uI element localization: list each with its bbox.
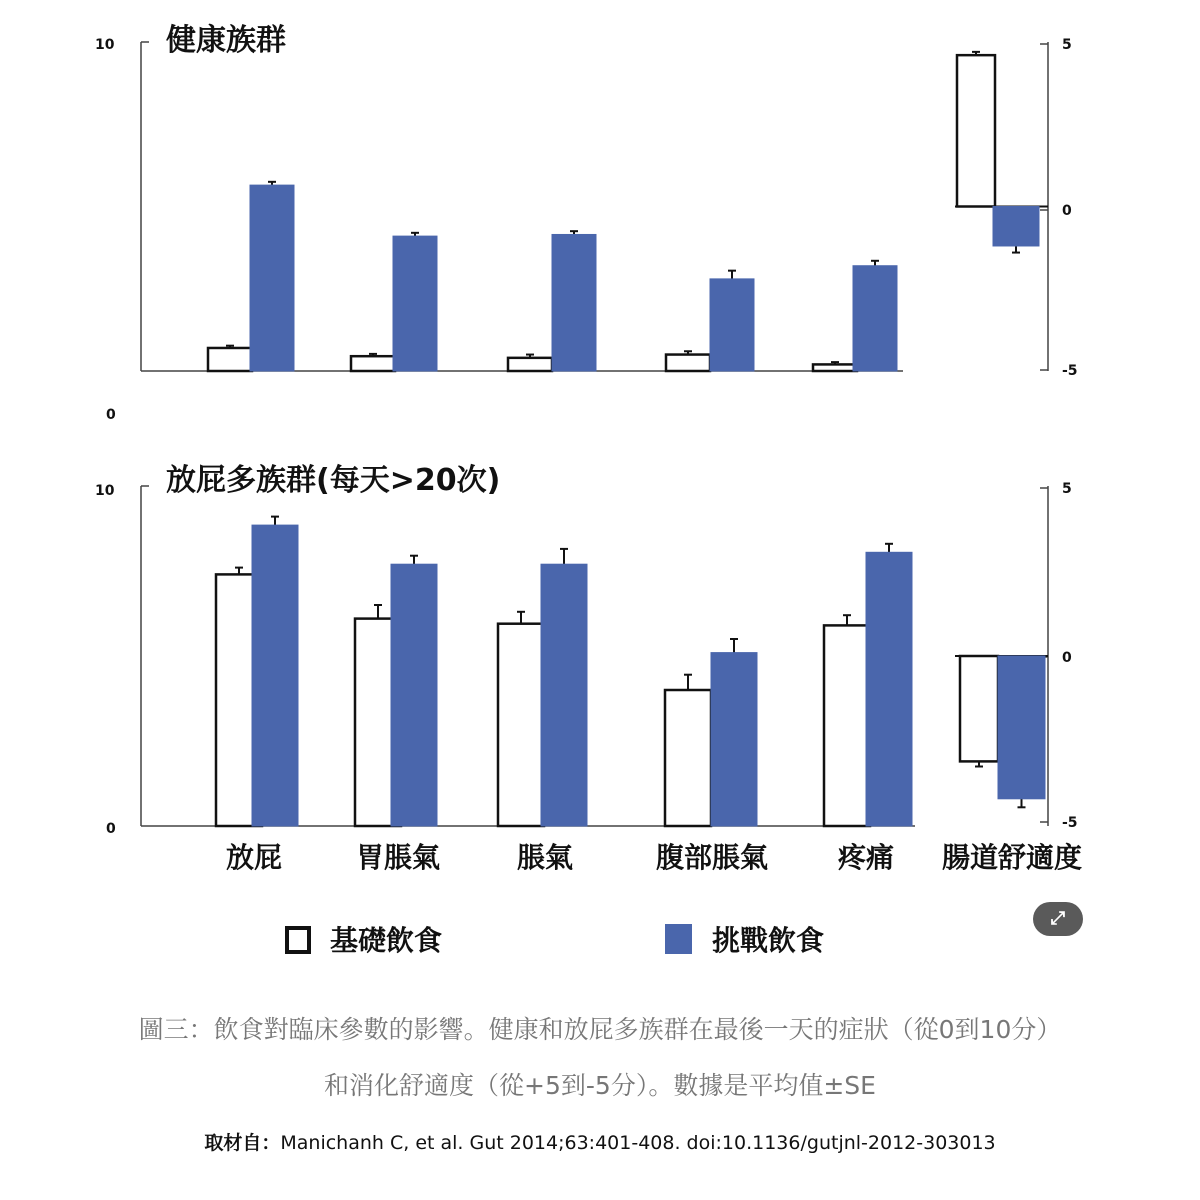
legend-label-baseline: 基礎飲食 [330, 924, 443, 957]
right-tick-label: 0 [1062, 650, 1072, 666]
bar-challenge [853, 266, 897, 371]
left-tick-label: 0 [106, 821, 116, 837]
bar-baseline [666, 355, 710, 371]
panel-title-healthy: 健康族群 [166, 23, 286, 58]
category-label: 腹部脹氣 [655, 841, 769, 874]
figure-caption-line1: 圖三：飲食對臨床參數的影響。健康和放屁多族群在最後一天的症狀（從0到10分） [138, 1015, 1062, 1044]
bar-challenge [866, 552, 912, 826]
bar-challenge [541, 564, 587, 826]
left-tick-label: 10 [95, 483, 115, 499]
left-tick-label: 0 [106, 407, 116, 423]
bar-baseline [508, 358, 552, 371]
bar-challenge [393, 236, 437, 371]
right-tick-label: -5 [1062, 363, 1078, 379]
bar-challenge [391, 564, 437, 826]
source-text: Manichanh C, et al. Gut 2014;63:401-408. doi:10.1136/gutjnl-2012-303013 [280, 1132, 996, 1154]
category-label: 放屁 [225, 841, 283, 874]
category-labels [226, 841, 1082, 874]
panel-healthy [95, 23, 1078, 423]
comfort-bar-challenge [998, 656, 1045, 799]
bar-baseline [824, 625, 870, 826]
category-label: 胃脹氣 [355, 841, 441, 874]
expand-button[interactable] [1033, 902, 1083, 936]
bar-baseline [665, 690, 711, 826]
category-label: 腸道舒適度 [941, 841, 1083, 874]
bar-baseline [813, 364, 857, 371]
bar-challenge [711, 653, 757, 826]
right-tick-label: 5 [1062, 37, 1072, 53]
bar-challenge [710, 279, 754, 371]
legend-swatch-challenge [665, 924, 692, 954]
bar-baseline [351, 356, 395, 371]
comfort-bar-baseline [960, 656, 998, 761]
figure-caption-line2: 和消化舒適度（從+5到-5分）。數據是平均值±SE [324, 1071, 876, 1100]
category-label: 脹氣 [516, 841, 574, 874]
category-label: 疼痛 [837, 841, 895, 874]
legend [287, 924, 824, 957]
comfort-bar-challenge [993, 207, 1039, 246]
source-citation [0, 1128, 1200, 1155]
comfort-bar-baseline [957, 55, 995, 206]
bar-baseline [498, 624, 544, 826]
expand-icon: ⤢ [1050, 908, 1066, 929]
legend-swatch-baseline [287, 928, 309, 952]
bar-challenge [252, 525, 298, 826]
right-tick-label: 0 [1062, 203, 1072, 219]
panel-flatulent [95, 463, 1078, 837]
bar-challenge [250, 185, 294, 371]
right-tick-label: -5 [1062, 815, 1078, 831]
right-tick-label: 5 [1062, 481, 1072, 497]
bar-baseline [208, 348, 252, 371]
left-tick-label: 10 [95, 37, 115, 53]
legend-label-challenge: 挑戰飲食 [712, 924, 825, 957]
bar-challenge [552, 234, 596, 371]
source-label: 取材自： [204, 1132, 281, 1154]
panel-title-flatulent: 放屁多族群(每天>20次) [166, 463, 501, 498]
